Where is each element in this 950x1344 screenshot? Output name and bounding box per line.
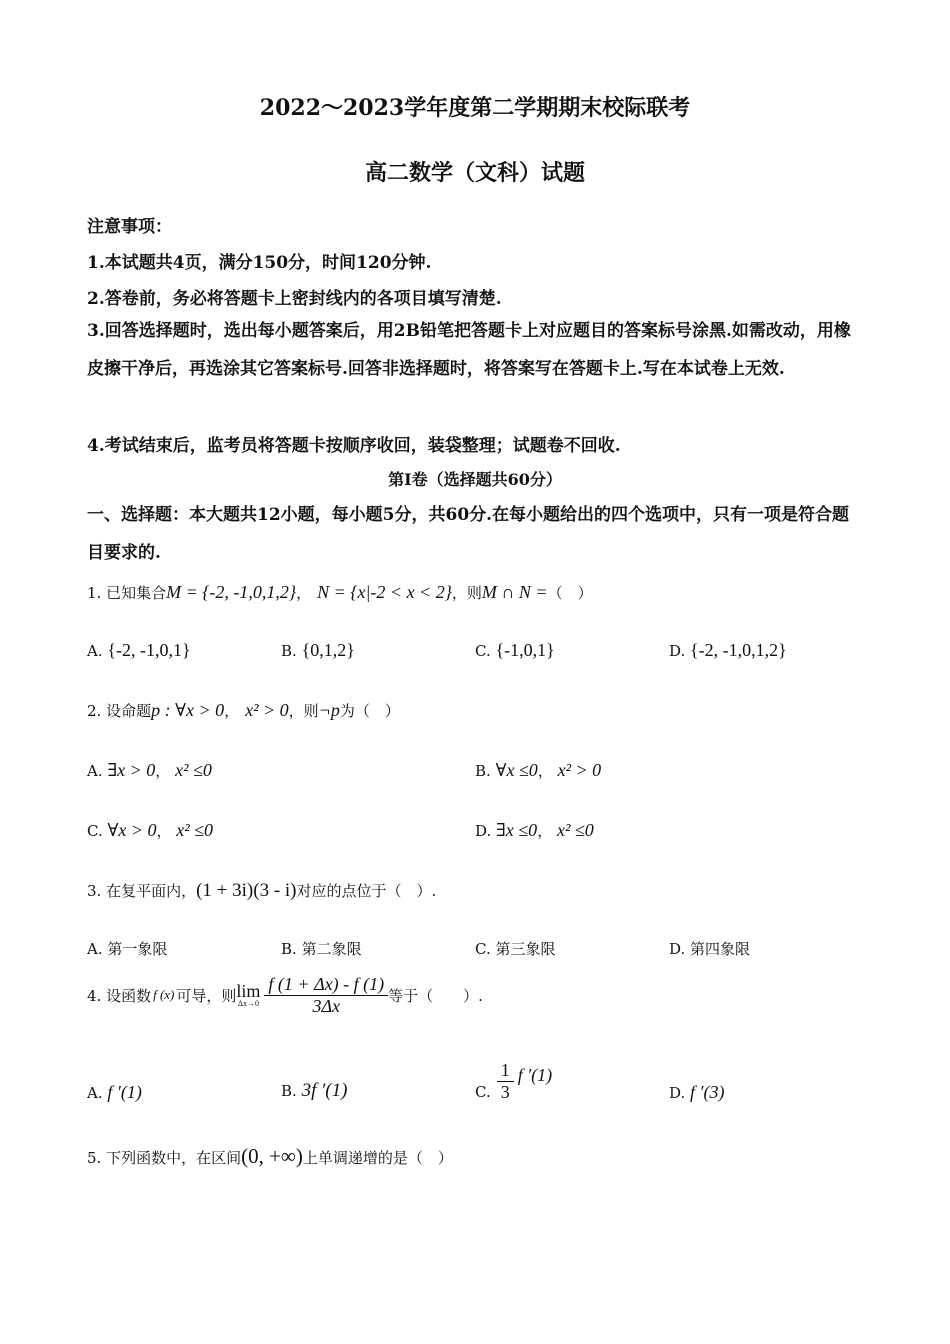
limit-subscript: Δx→0: [237, 999, 259, 1008]
q3-option-a: [87, 938, 167, 959]
q1-option-a: [87, 640, 191, 661]
q4-fraction: [264, 974, 388, 1017]
notes-heading: 注意事项：: [87, 217, 172, 237]
q2-option-d: [475, 820, 594, 841]
q1-mid: ，则: [451, 584, 482, 602]
option-sep: ，: [537, 822, 553, 840]
fraction-denominator: 3: [500, 1081, 510, 1102]
q2-sep: ，: [224, 702, 240, 720]
q1-option-d: [669, 640, 787, 661]
question-5-stem: [87, 1144, 453, 1169]
option-content: {0,1,2}: [301, 640, 355, 660]
option-content: 第三象限: [495, 940, 556, 958]
option-label: A.: [87, 642, 103, 660]
option-sep: ，: [156, 822, 172, 840]
q3-prefix: 3. 在复平面内，: [87, 882, 197, 900]
q4-option-c: [475, 1056, 552, 1106]
option-label: A.: [87, 762, 103, 780]
option-label: B.: [281, 940, 297, 958]
q5-prefix: 5. 下列函数中，在区间: [87, 1149, 242, 1167]
q4-option-b: [281, 1080, 347, 1102]
q2-prop: p : ∀x > 0: [151, 700, 225, 720]
option-content: 第四象限: [690, 940, 751, 958]
option-label: B.: [475, 762, 491, 780]
q1-suffix: （ ）: [547, 584, 593, 602]
q5-interval: (0, +∞): [241, 1144, 303, 1168]
option-content: 3f ′(1): [301, 1080, 348, 1101]
option-content: {-2, -1,0,1,2}: [690, 640, 787, 660]
q4-suffix: 等于（ ）.: [388, 986, 483, 1005]
option-quantifier: ∀x > 0: [107, 820, 157, 840]
q1-set-n: N = {x|-2 < x < 2}: [317, 582, 452, 602]
q1-set-m: M = {-2, -1,0,1,2}: [166, 582, 297, 602]
q3-option-d: [669, 938, 750, 959]
option-label: A.: [87, 940, 103, 958]
option-label: D.: [669, 1084, 686, 1102]
q2-option-a: [87, 760, 212, 781]
q5-suffix: 上单调递增的是（ ）: [302, 1149, 453, 1167]
option-condition: x² > 0: [557, 760, 602, 780]
option-condition: x² ≤0: [556, 820, 594, 840]
option-fraction: [497, 1060, 514, 1103]
q2-suffix: 为（ ）: [339, 702, 400, 720]
q3-suffix: 对应的点位于（ ）.: [296, 882, 437, 900]
limit-label: lim: [236, 981, 261, 1001]
option-label: C.: [475, 940, 491, 958]
q4-func: f (x): [153, 987, 175, 1002]
question-3-stem: [87, 880, 436, 902]
option-sep: ，: [155, 762, 171, 780]
q4-mid: 可导，则: [176, 986, 237, 1005]
exam-title: 2022～2023学年度第二学期期末校际联考: [259, 95, 691, 121]
q2-neg: ¬p: [318, 700, 340, 720]
option-content: {-2, -1,0,1}: [107, 640, 191, 660]
option-label: B.: [281, 1082, 297, 1100]
option-content: {-1,0,1}: [495, 640, 555, 660]
q4-prefix: 4. 设函数: [87, 986, 152, 1005]
option-content: f ′(1): [517, 1064, 553, 1085]
option-condition: x² ≤0: [176, 820, 214, 840]
option-quantifier: ∀x ≤0: [495, 760, 538, 780]
note-item-1: 1.本试题共4页，满分150分，时间120分钟.: [87, 253, 432, 273]
q1-expr: M ∩ N =: [481, 582, 548, 602]
option-label: A.: [87, 1084, 103, 1102]
q2-prefix: 2. 设命题: [87, 702, 152, 720]
option-content: 第二象限: [301, 940, 362, 958]
volume-title: 第Ⅰ卷（选择题共60分）: [388, 470, 562, 489]
q4-option-a: [87, 1082, 142, 1103]
option-label: D.: [669, 940, 686, 958]
option-sep: ，: [537, 762, 553, 780]
fraction-numerator: 1: [497, 1060, 514, 1082]
fraction-denominator: 3Δx: [312, 995, 341, 1016]
q1-option-c: [475, 640, 555, 661]
section-instruction: 一、选择题：本大题共12小题，每小题5分，共60分.在每小题给出的四个选项中，只有一项是符合题目要求的.: [87, 505, 850, 563]
exam-subtitle: 高二数学（文科）试题: [364, 160, 585, 186]
option-label: D.: [475, 822, 492, 840]
q2-cond: x² > 0: [245, 700, 289, 720]
option-label: C.: [475, 642, 491, 660]
note-item-3: 3.回答选择题时，选出每小题答案后，用2B铅笔把答题卡上对应题目的答案标号涂黑.如需改动，用橡皮擦干净后，再选涂其它答案标号.回答非选择题时，将答案写在答题卡上.写在本试卷上无效.: [87, 321, 851, 379]
question-4-stem: [87, 970, 483, 1020]
option-quantifier: ∃x > 0: [107, 760, 156, 780]
q3-option-b: [281, 938, 362, 959]
option-quantifier: ∃x ≤0: [496, 820, 538, 840]
note-item-2: 2.答卷前，务必将答题卡上密封线内的各项目填写清楚.: [87, 289, 502, 309]
question-2-stem: [87, 700, 400, 721]
option-label: C.: [87, 822, 103, 840]
q1-sep: ，: [296, 584, 312, 602]
q1-prefix: 1. 已知集合: [87, 584, 167, 602]
option-condition: x² ≤0: [175, 760, 212, 780]
option-content: 第一象限: [107, 940, 168, 958]
option-label: C.: [475, 1083, 491, 1101]
q1-option-b: [281, 640, 355, 661]
q2-option-b: [475, 760, 601, 781]
q2-mid: ，则: [288, 702, 319, 720]
q2-option-c: [87, 820, 213, 841]
option-label: B.: [281, 642, 297, 660]
q3-expr: (1 + 3i)(3 - i): [196, 880, 297, 901]
note-item-4: 4.考试结束后，监考员将答题卡按顺序收回，装袋整理；试题卷不回收.: [87, 436, 621, 456]
q4-option-d: [669, 1082, 724, 1103]
option-label: D.: [669, 642, 686, 660]
question-1-stem: [87, 582, 593, 603]
option-content: f ′(3): [690, 1082, 725, 1102]
option-content: f ′(1): [107, 1082, 142, 1102]
q3-option-c: [475, 938, 556, 959]
fraction-numerator: f (1 + Δx) - f (1): [264, 974, 388, 996]
q4-limit: [236, 982, 260, 1008]
